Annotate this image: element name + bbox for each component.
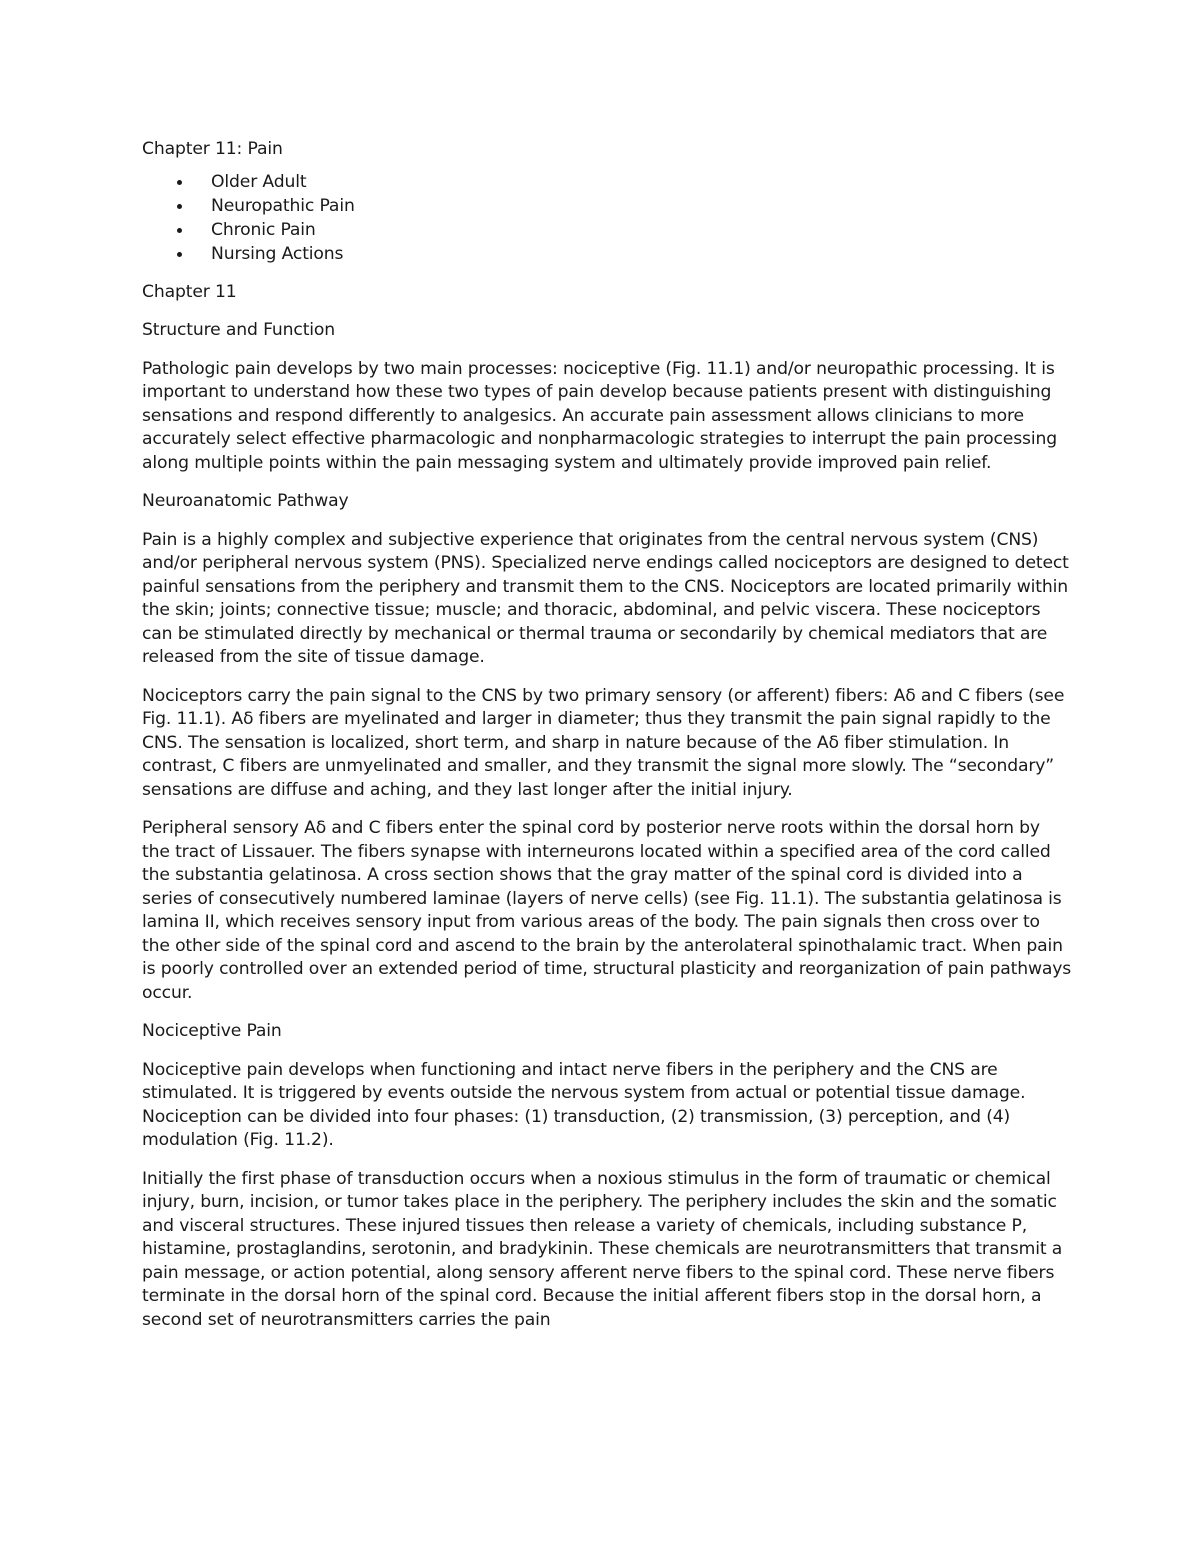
list-item — [142, 170, 1072, 194]
chapter-label: Chapter 11 — [142, 281, 237, 302]
section-heading-neuroanatomic: Neuroanatomic Pathway — [142, 491, 349, 511]
topic-label: Nursing Actions — [211, 243, 344, 264]
topic-label: Neuropathic Pain — [211, 195, 355, 216]
list-item — [142, 218, 1072, 242]
paragraph-pathologic-pain: Pathologic pain develops by two main processes: nociceptive (Fig. 11.1) and/or neuropathic processing. It is important to understand how these two types of pain develop because patients present with distinguishing sensations and respond differently to analgesics. An accurate pain assessment allows clinicians to more accurately select effective pharmacologic and nonpharmacologic strategies to interrupt the pain processing along multiple points within the pain messaging system and ultimately provide improved pain relief. — [142, 358, 1057, 473]
topic-label: Chronic Pain — [211, 219, 316, 240]
section-heading-structure: Structure and Function — [142, 320, 336, 340]
bullet-icon — [177, 204, 182, 209]
paragraph-neuro-1: Pain is a highly complex and subjective experience that originates from the central nervous system (CNS) and/or peripheral nervous system (PNS). Specialized nerve endings called nociceptors are designed to detect painful sensations from the periphery and transmit them to the CNS. Nociceptors are located primarily within the skin; joints; connective tissue; muscle; and thoracic, abdominal, and pelvic viscera. These nociceptors can be stimulated directly by mechanical or thermal trauma or secondarily by chemical mediators that are released from the site of tissue damage. — [142, 529, 1069, 667]
paragraph-nociceptive-2: Initially the first phase of transduction occurs when a noxious stimulus in the form of traumatic or chemical injury, burn, incision, or tumor takes place in the periphery. The periphery includes the skin and the somatic and visceral structures. These injured tissues then release a variety of chemicals, including substance P, histamine, prostaglandins, serotonin, and bradykinin. These chemicals are neurotransmitters that transmit a pain message, or action potential, along sensory afferent nerve fibers to the spinal cord. These nerve fibers terminate in the dorsal horn of the spinal cord. Because the initial afferent fibers stop in the dorsal horn, a second set of neurotransmitters carries the pain — [142, 1168, 1063, 1330]
topic-label: Older Adult — [211, 171, 307, 192]
topic-list — [142, 170, 1072, 266]
document-title: Chapter 11: Pain — [142, 139, 283, 159]
bullet-icon — [177, 252, 182, 257]
paragraph-neuro-3: Peripheral sensory Aδ and C fibers enter the spinal cord by posterior nerve roots within the dorsal horn by the tract of Lissauer. The fibers synapse with interneurons located within a specified area of the cord called the substantia gelatinosa. A cross section shows that the gray matter of the spinal cord is divided into a series of consecutively numbered laminae (layers of nerve cells) (see Fig. 11.1). The substantia gelatinosa is lamina II, which receives sensory input from various areas of the body. The pain signals then cross over to the other side of the spinal cord and ascend to the brain by the anterolateral spinothalamic tract. When pain is poorly controlled over an extended period of time, structural plasticity and reorganization of pain pathways occur. — [142, 818, 1072, 1003]
list-item — [142, 242, 1072, 266]
bullet-icon — [177, 228, 182, 233]
list-item — [142, 194, 1072, 218]
paragraph-nociceptive-1: Nociceptive pain develops when functioning and intact nerve fibers in the periphery and the CNS are stimulated. It is triggered by events outside the nervous system from actual or potential tissue damage. Nociception can be divided into four phases: (1) transduction, (2) transmission, (3) perception, and (4) modulation (Fig. 11.2). — [142, 1059, 1026, 1150]
bullet-icon — [177, 180, 182, 185]
paragraph-neuro-2: Nociceptors carry the pain signal to the CNS by two primary sensory (or afferent) fibers: Aδ and C fibers (see Fig. 11.1). Aδ fibers are myelinated and larger in diameter; thus they transmit the pain signal rapidly to the CNS. The sensation is localized, short term, and sharp in nature because of the Aδ fiber stimulation. In contrast, C fibers are unmyelinated and smaller, and they transmit the signal more slowly. The “secondary” sensations are diffuse and aching, and they last longer after the initial injury. — [142, 685, 1065, 800]
document-page — [142, 138, 1072, 1347]
section-heading-nociceptive: Nociceptive Pain — [142, 1021, 282, 1041]
